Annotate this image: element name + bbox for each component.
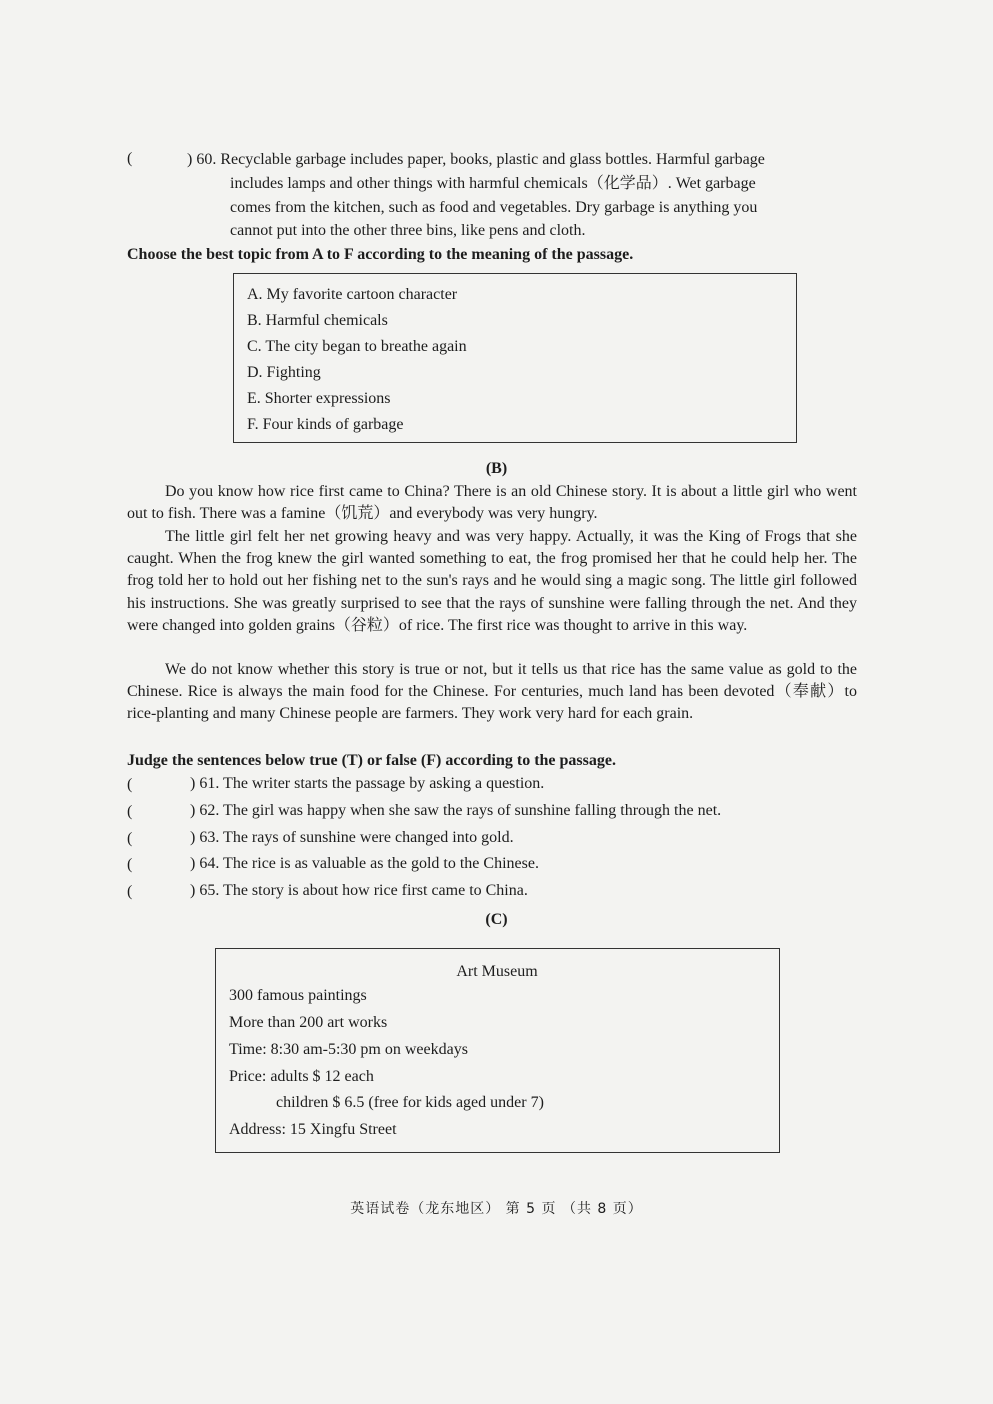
art-museum-notice-box [215, 948, 780, 1153]
topic-option-e: E. Shorter expressions [247, 390, 391, 407]
instruction-true-false: Judge the sentences below true (T) or false (F) according to the passage. [127, 752, 616, 769]
tf-question-62: ) 62. The girl was happy when she saw the rays of sunshine falling through the net. [190, 802, 722, 819]
tf-question-61: ) 61. The writer starts the passage by asking a question. [190, 775, 545, 792]
museum-art-works: More than 200 art works [229, 1014, 388, 1031]
museum-paintings: 300 famous paintings [229, 987, 367, 1004]
museum-title: Art Museum [456, 963, 538, 980]
museum-opening-time: Time: 8:30 am-5:30 pm on weekdays [229, 1041, 468, 1058]
tf-question-65: ) 65. The story is about how rice first came to China. [190, 882, 528, 899]
section-b-heading: (B) [485, 460, 508, 477]
q60-line-4: cannot put into the other three bins, like pens and cloth. [230, 222, 586, 239]
q60-line-3: comes from the kitchen, such as food and vegetables. Dry garbage is anything you [230, 199, 758, 216]
topic-options-box [233, 273, 797, 443]
museum-price-children: children $ 6.5 (free for kids aged under 7) [276, 1094, 544, 1111]
page-footer: 英语试卷（龙东地区） 第 5 页 （共 8 页） [350, 1201, 643, 1217]
passage-b-p1-text: Do you know how rice first came to China? There is an old Chinese story. It is about a little girl who went out to fish. There was a famine（饥荒）and everybody was very hungry. [127, 483, 857, 523]
answer-paren-60: ( [127, 150, 133, 167]
section-c-heading: (C) [485, 911, 508, 928]
passage-b-paragraph-2 [127, 526, 857, 637]
topic-option-f: F. Four kinds of garbage [247, 416, 404, 433]
topic-option-c: C. The city began to breathe again [247, 338, 467, 355]
answer-paren-61: ( [127, 776, 133, 793]
museum-price-adults: Price: adults $ 12 each [229, 1068, 374, 1085]
topic-option-d: D. Fighting [247, 364, 321, 381]
answer-paren-65: ( [127, 883, 133, 900]
passage-b-p2-text: The little girl felt her net growing heavy and was very happy. Actually, it was the King of Frogs that she caught. When the frog knew the girl wanted something to eat, the frog promised her that he could help her. The frog told her to hold out her fishing net to the sun's rays and he would sing a magic song. The little girl followed his instructions. She was greatly surprised to see that the rays of sunshine were falling through the net. And they were changed into golden grains（谷粒）of rice. The first rice was thought to arrive in this way. [127, 528, 857, 634]
instruction-topic: Choose the best topic from A to F according to the meaning of the passage. [127, 246, 634, 263]
tf-question-64: ) 64. The rice is as valuable as the gold to the Chinese. [190, 855, 539, 872]
passage-b-p3-text: We do not know whether this story is true or not, but it tells us that rice has the same value as gold to the Chinese. Rice is always the main food for the Chinese. For centuries, much land has been devoted（奉献）to rice-planting and many Chinese people are farmers. They work very hard for each grain. [127, 661, 857, 723]
q60-line-1: ) 60. Recyclable garbage includes paper, books, plastic and glass bottles. Harmful garbage [187, 151, 765, 168]
answer-paren-62: ( [127, 803, 133, 820]
museum-address: Address: 15 Xingfu Street [229, 1121, 397, 1138]
topic-option-a: A. My favorite cartoon character [247, 286, 458, 303]
topic-option-b: B. Harmful chemicals [247, 312, 388, 329]
q60-line-2: includes lamps and other things with harmful chemicals（化学品）. Wet garbage [230, 175, 756, 192]
passage-b-paragraph-1 [127, 481, 857, 525]
passage-b-paragraph-3 [127, 659, 857, 726]
answer-paren-63: ( [127, 830, 133, 847]
tf-question-63: ) 63. The rays of sunshine were changed into gold. [190, 829, 514, 846]
answer-paren-64: ( [127, 856, 133, 873]
